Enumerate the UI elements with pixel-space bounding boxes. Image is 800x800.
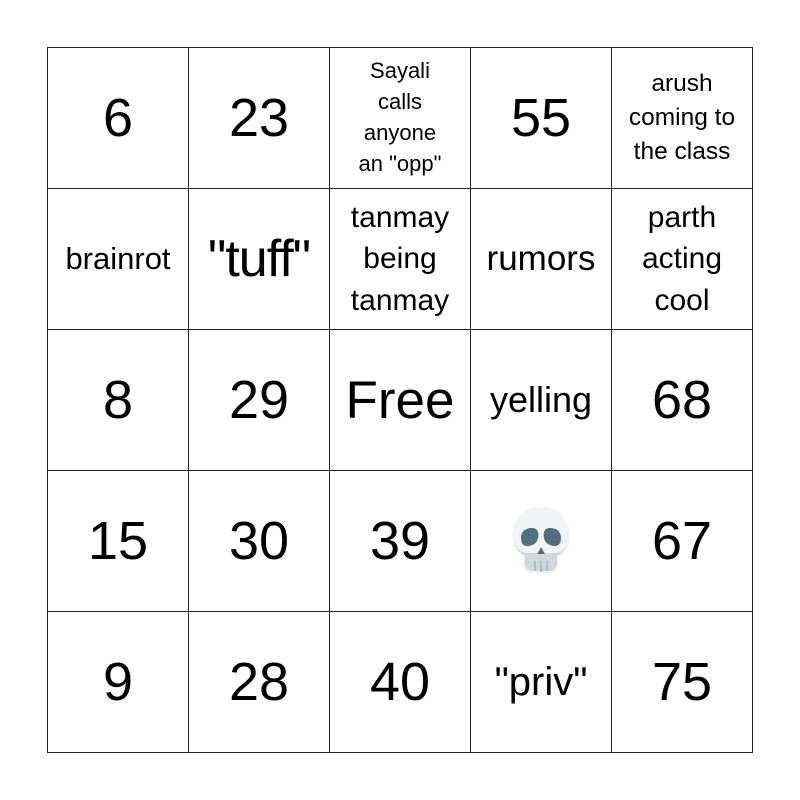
cell-text: rumors — [486, 238, 596, 278]
bingo-cell-r0c3[interactable] — [471, 48, 612, 189]
bingo-cell-r1c4[interactable] — [612, 189, 753, 330]
bingo-cell-r2c0[interactable] — [48, 330, 189, 471]
cell-text: 28 — [228, 652, 290, 712]
bingo-cell-r0c1[interactable] — [189, 48, 330, 189]
cell-text: "tuff" — [207, 230, 311, 288]
cell-text: 23 — [228, 88, 290, 148]
bingo-cell-r2c2-free[interactable] — [330, 330, 471, 471]
bingo-cell-r3c2[interactable] — [330, 471, 471, 612]
cell-text: 55 — [510, 88, 572, 148]
cell-text: "priv" — [494, 660, 588, 704]
bingo-cell-r1c3[interactable] — [471, 189, 612, 330]
cell-text: 6 — [102, 88, 134, 148]
bingo-board — [47, 47, 753, 753]
cell-text: 40 — [369, 652, 431, 712]
cell-text: 8 — [102, 370, 134, 430]
cell-text: parth acting cool — [641, 200, 723, 317]
cell-text: yelling — [489, 379, 593, 421]
skull-icon — [509, 505, 573, 577]
bingo-cell-r2c4[interactable] — [612, 330, 753, 471]
bingo-cell-r4c2[interactable] — [330, 612, 471, 753]
cell-text: brainrot — [65, 240, 171, 276]
cell-text: 30 — [228, 511, 290, 571]
cell-text: 15 — [87, 511, 149, 571]
bingo-cell-r4c0[interactable] — [48, 612, 189, 753]
bingo-cell-r2c1[interactable] — [189, 330, 330, 471]
cell-text: 67 — [651, 511, 713, 571]
bingo-cell-r4c3[interactable] — [471, 612, 612, 753]
bingo-cell-r3c4[interactable] — [612, 471, 753, 612]
bingo-cell-r2c3[interactable] — [471, 330, 612, 471]
cell-text: arush coming to the class — [628, 69, 736, 166]
bingo-cell-r1c2[interactable] — [330, 189, 471, 330]
cell-text: 29 — [228, 370, 290, 430]
bingo-cell-r3c1[interactable] — [189, 471, 330, 612]
bingo-cell-r0c4[interactable] — [612, 48, 753, 189]
cell-text: 9 — [102, 652, 134, 712]
cell-text: 75 — [651, 652, 713, 712]
cell-text: 39 — [369, 511, 431, 571]
bingo-cell-r4c1[interactable] — [189, 612, 330, 753]
bingo-cell-r4c4[interactable] — [612, 612, 753, 753]
cell-text: tanmay being tanmay — [350, 200, 450, 317]
bingo-cell-r0c0[interactable] — [48, 48, 189, 189]
free-space-label: Free — [345, 370, 455, 430]
bingo-cell-r3c0[interactable] — [48, 471, 189, 612]
bingo-cell-r1c0[interactable] — [48, 189, 189, 330]
bingo-cell-r0c2[interactable] — [330, 48, 471, 189]
bingo-cell-r1c1[interactable] — [189, 189, 330, 330]
bingo-cell-r3c3[interactable] — [471, 471, 612, 612]
cell-text: 68 — [651, 370, 713, 430]
cell-text: Sayali calls anyone an "opp" — [358, 58, 442, 176]
